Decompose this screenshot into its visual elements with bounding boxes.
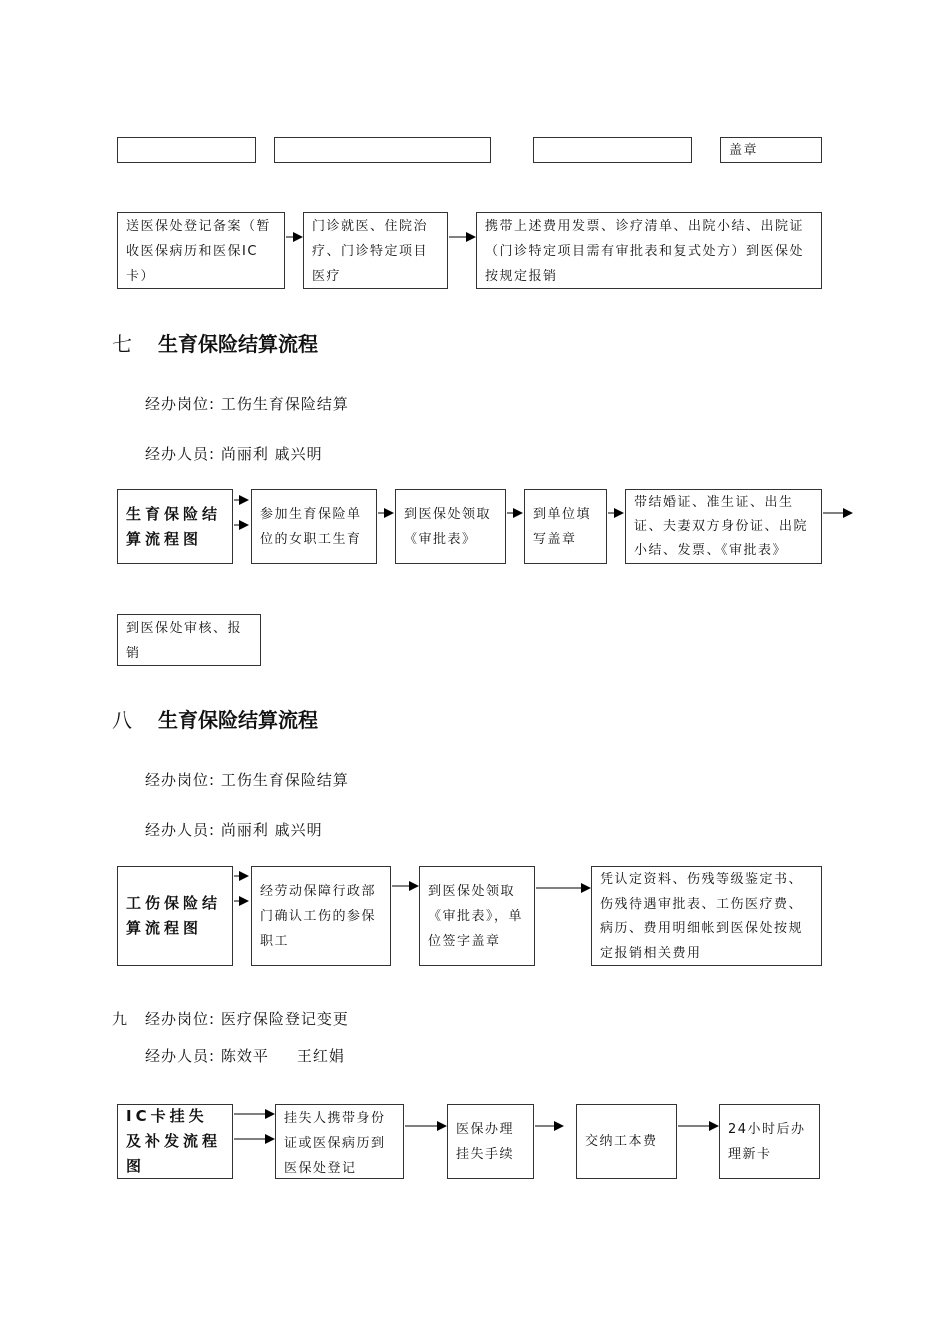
post-label: 经办岗位:	[145, 771, 216, 789]
section8-number: 八	[112, 708, 132, 732]
section8-step-1: 经劳动保障行政部门确认工伤的参保职工	[251, 866, 391, 966]
staff-label: 经办人员:	[145, 445, 216, 463]
section8-step-3: 凭认定资料、伤残等级鉴定书、伤残待遇审批表、工伤医疗费、病历、费用明细帐到医保处按规定报销相关费用	[591, 866, 822, 966]
section9-number: 九	[112, 1010, 129, 1028]
staff-value-a: 陈效平	[220, 1047, 269, 1065]
staff-label: 经办人员:	[145, 821, 216, 839]
post-value: 工伤生育保险结算	[220, 395, 349, 413]
chart-title-text: 生育保险结算流程图	[126, 504, 222, 548]
post-label: 经办岗位:	[145, 395, 216, 413]
staff-value-b: 王红娟	[296, 1047, 345, 1065]
staff-value: 尚丽利 戚兴明	[220, 821, 323, 839]
post-value: 医疗保险登记变更	[220, 1010, 349, 1028]
stamp-box: 盖章	[720, 137, 822, 163]
section7-step-5: 到医保处审核、报销	[117, 614, 261, 666]
section7-step-3: 到单位填写盖章	[524, 489, 607, 564]
staff-value: 尚丽利 戚兴明	[220, 445, 323, 463]
section9-step-1: 挂失人携带身份证或医保病历到医保处登记	[275, 1104, 404, 1179]
staff-label: 经办人员:	[145, 1047, 216, 1065]
flow-box-treatment: 门诊就医、住院治疗、门诊特定项目医疗	[303, 212, 448, 289]
post-label: 经办岗位:	[145, 1010, 216, 1028]
section9-step-4: 24小时后办理新卡	[719, 1104, 820, 1179]
chart-title-text: IC卡挂失及补发流程图	[126, 1107, 222, 1175]
section9-step-2: 医保办理挂失手续	[447, 1104, 534, 1179]
section7-number: 七	[112, 332, 132, 356]
section7-step-4: 带结婚证、准生证、出生证、夫妻双方身份证、出院小结、发票、《审批表》	[625, 489, 822, 564]
flow-box-reimburse: 携带上述费用发票、诊疗清单、出院小结、出院证（门诊特定项目需有审批表和复式处方）到医保处按规定报销	[476, 212, 822, 289]
section8-step-2: 到医保处领取《审批表》，单位签字盖章	[419, 866, 535, 966]
section8-title: 生育保险结算流程	[158, 708, 318, 732]
section7-step-1: 参加生育保险单位的女职工生育	[251, 489, 377, 564]
section9-step-3: 交纳工本费	[576, 1104, 677, 1179]
chart-title-text: 工伤保险结算流程图	[126, 894, 222, 937]
section7-title: 生育保险结算流程	[158, 332, 318, 356]
post-value: 工伤生育保险结算	[220, 771, 349, 789]
section7-step-2: 到医保处领取《审批表》	[395, 489, 506, 564]
flow-box-register: 送医保处登记备案（暂收医保病历和医保IC卡）	[117, 212, 285, 289]
